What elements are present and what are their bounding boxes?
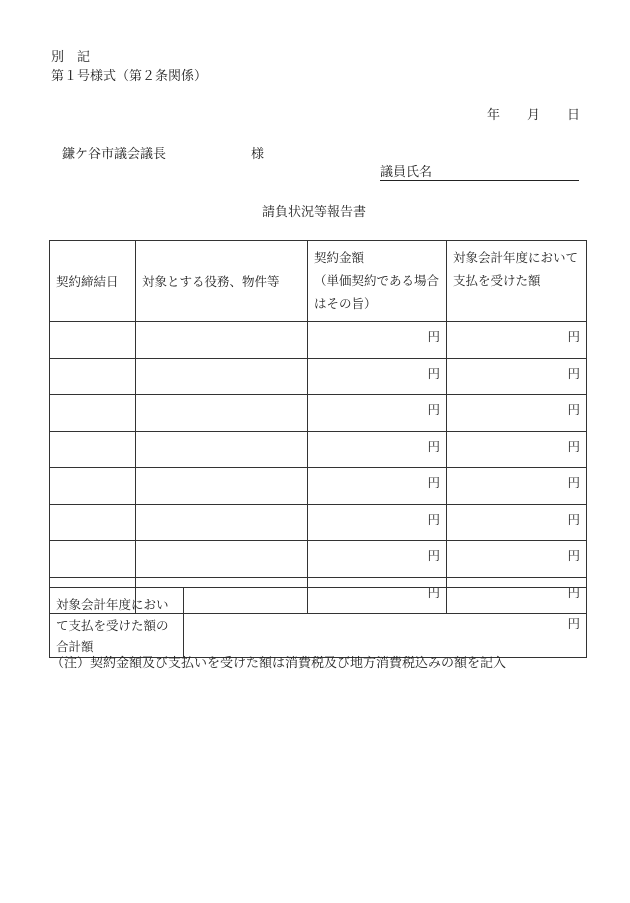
date-month-label: 月: [527, 108, 541, 123]
cell-subject[interactable]: [136, 468, 308, 505]
cell-contract-amount[interactable]: 円: [308, 541, 447, 578]
total-row: [50, 588, 587, 658]
contracts-table: [49, 240, 587, 614]
cell-amount-paid[interactable]: 円: [447, 468, 587, 505]
footnote: （注）契約金額及び支払いを受けた額は消費税及び地方消費税込みの額を記入: [51, 656, 507, 671]
cell-contract-amount[interactable]: 円: [308, 468, 447, 505]
addressee: 鎌ケ谷市議会議長: [62, 147, 167, 162]
cell-contract-amount[interactable]: 円: [308, 322, 447, 359]
cell-contract-date[interactable]: [50, 322, 136, 359]
member-name-label: 議員氏名: [380, 165, 433, 180]
doc-heading: 別 記: [51, 50, 91, 65]
cell-amount-paid[interactable]: 円: [447, 431, 587, 468]
table-row: [50, 468, 587, 505]
table-header-row: [50, 241, 587, 322]
member-name-field[interactable]: [380, 166, 579, 181]
cell-subject[interactable]: [136, 541, 308, 578]
cell-contract-date[interactable]: [50, 358, 136, 395]
cell-subject[interactable]: [136, 395, 308, 432]
header-amount-paid: 対象会計年度において支払を受けた額: [447, 241, 587, 322]
cell-amount-paid[interactable]: 円: [447, 322, 587, 359]
total-table: [49, 587, 587, 658]
header-subject: 対象とする役務、物件等: [136, 241, 308, 322]
table-row: [50, 322, 587, 359]
cell-contract-date[interactable]: [50, 395, 136, 432]
cell-contract-date[interactable]: [50, 468, 136, 505]
table-row: [50, 431, 587, 468]
cell-contract-date[interactable]: [50, 504, 136, 541]
total-yen-unit: 円: [567, 615, 580, 631]
date-day-label: 日: [567, 108, 581, 123]
report-title: 請負状況等報告書: [262, 205, 367, 220]
cell-contract-date[interactable]: [50, 431, 136, 468]
header-contract-amount: 契約金額 （単価契約である場合はその旨）: [308, 241, 447, 322]
cell-amount-paid[interactable]: 円: [447, 504, 587, 541]
form-number: 第１号様式（第２条関係）: [51, 69, 208, 84]
cell-amount-paid[interactable]: 円: [447, 541, 587, 578]
cell-contract-amount[interactable]: 円: [308, 358, 447, 395]
cell-amount-paid[interactable]: 円: [447, 395, 587, 432]
cell-subject[interactable]: [136, 322, 308, 359]
cell-amount-paid[interactable]: 円: [447, 358, 587, 395]
cell-contract-amount[interactable]: 円: [308, 431, 447, 468]
total-label-cell: [50, 588, 184, 658]
cell-subject[interactable]: [136, 358, 308, 395]
total-label: 対象会計年度において支払を受けた額の合計額: [56, 597, 169, 654]
date-line: [487, 109, 580, 122]
cell-contract-date[interactable]: [50, 541, 136, 578]
honorific: 様: [251, 147, 265, 162]
cell-contract-amount[interactable]: 円: [308, 577, 447, 614]
table-row: [50, 358, 587, 395]
date-year-label: 年: [487, 108, 501, 123]
header-contract-date: 契約締結日: [50, 241, 136, 322]
cell-contract-amount[interactable]: 円: [308, 395, 447, 432]
cell-contract-amount[interactable]: 円: [308, 504, 447, 541]
total-amount-cell[interactable]: [184, 588, 587, 658]
table-row: [50, 395, 587, 432]
table-row: [50, 504, 587, 541]
cell-subject[interactable]: [136, 504, 308, 541]
cell-subject[interactable]: [136, 431, 308, 468]
table-row: [50, 541, 587, 578]
cell-amount-paid[interactable]: 円: [447, 577, 587, 614]
